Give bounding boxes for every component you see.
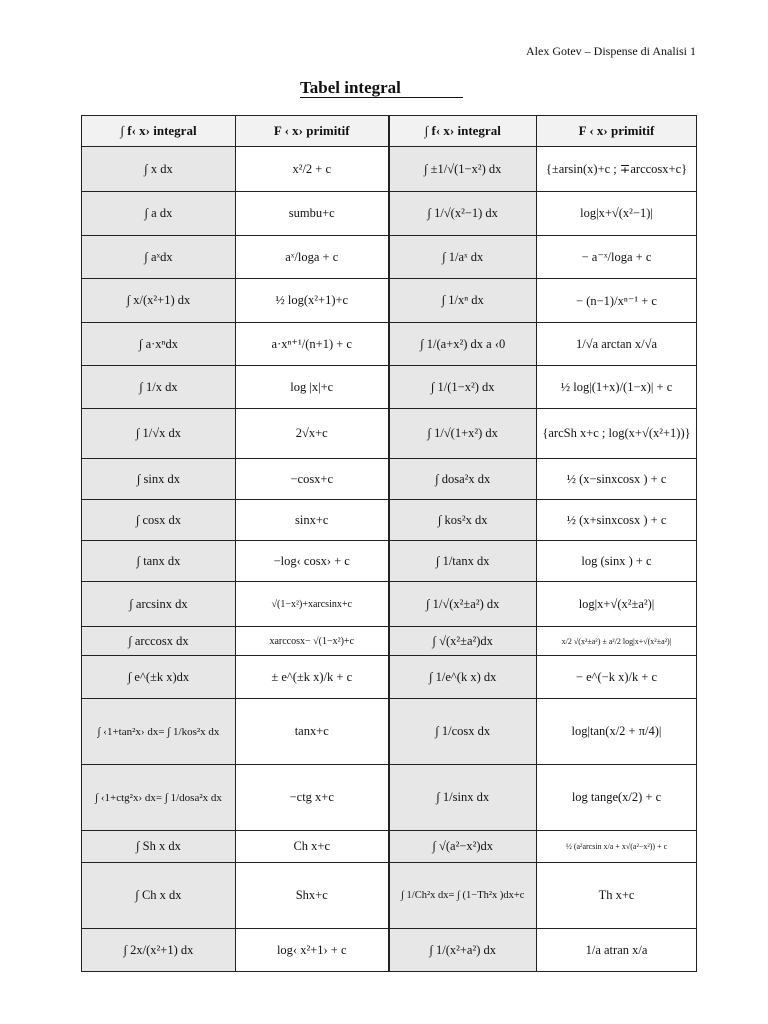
primitive-cell: 1/√a arctan x/√a: [537, 323, 697, 366]
integral-cell: ∫ aˣdx: [82, 236, 236, 279]
integral-cell: ∫ 1/√(x²±a²) dx: [389, 582, 537, 627]
table-row: [82, 541, 697, 582]
primitive-cell: − a⁻ˣ/loga + c: [537, 236, 697, 279]
integral-cell: ∫ a·xⁿdx: [82, 323, 236, 366]
integral-cell: ∫ 1/(x²+a²) dx: [389, 929, 537, 972]
table-row: [82, 656, 697, 699]
integral-cell: ∫ 1/cosx dx: [389, 699, 537, 765]
primitive-cell: Shx+c: [236, 863, 389, 929]
primitive-cell: ½ (x+sinxcosx ) + c: [537, 500, 697, 541]
primitive-cell: −cosx+c: [236, 459, 389, 500]
table-row: [82, 863, 697, 929]
integral-cell: ∫ 1/(a+x²) dx a ‹0: [389, 323, 537, 366]
header-integral-1: ∫ f‹ x› integral: [82, 116, 236, 147]
table-row: [82, 831, 697, 863]
integral-cell: ∫ 1/√(1+x²) dx: [389, 409, 537, 459]
integral-cell: ∫ arccosx dx: [82, 627, 236, 656]
primitive-cell: {±arsin(x)+c ; ∓arccosx+c}: [537, 147, 697, 192]
integral-cell: ∫ 2x/(x²+1) dx: [82, 929, 236, 972]
primitive-cell: {arcSh x+c ; log(x+√(x²+1))}: [537, 409, 697, 459]
primitive-cell: Th x+c: [537, 863, 697, 929]
table-header-row: [82, 116, 697, 147]
integral-cell: ∫ ±1/√(1−x²) dx: [389, 147, 537, 192]
integral-cell: ∫ 1/aˣ dx: [389, 236, 537, 279]
integral-cell: ∫ ‹1+tan²x› dx= ∫ 1/kos²x dx: [82, 699, 236, 765]
primitive-cell: ½ (x−sinxcosx ) + c: [537, 459, 697, 500]
table-row: [82, 459, 697, 500]
integral-cell: ∫ dosa²x dx: [389, 459, 537, 500]
table-row: [82, 147, 697, 192]
integral-cell: ∫ sinx dx: [82, 459, 236, 500]
table-row: [82, 323, 697, 366]
integral-cell: ∫ Ch x dx: [82, 863, 236, 929]
table-row: [82, 366, 697, 409]
integral-cell: ∫ 1/tanx dx: [389, 541, 537, 582]
primitive-cell: x²/2 + c: [236, 147, 389, 192]
primitive-cell: aˣ/loga + c: [236, 236, 389, 279]
integral-cell: ∫ a dx: [82, 192, 236, 236]
header-primitive-1: F ‹ x› primitif: [236, 116, 389, 147]
integral-cell: ∫ kos²x dx: [389, 500, 537, 541]
primitive-cell: sumbu+c: [236, 192, 389, 236]
table-row: [82, 582, 697, 627]
integral-cell: ∫ ‹1+ctg²x› dx= ∫ 1/dosa²x dx: [82, 765, 236, 831]
primitive-cell: ± e^(±k x)/k + c: [236, 656, 389, 699]
integral-cell: ∫ 1/xⁿ dx: [389, 279, 537, 323]
page-title: Tabel integral: [300, 78, 463, 98]
primitive-cell: xarccosx− √(1−x²)+c: [236, 627, 389, 656]
primitive-cell: Ch x+c: [236, 831, 389, 863]
primitive-cell: √(1−x²)+xarcsinx+c: [236, 582, 389, 627]
integral-cell: ∫ tanx dx: [82, 541, 236, 582]
integral-cell: ∫ e^(±k x)dx: [82, 656, 236, 699]
primitive-cell: − e^(−k x)/k + c: [537, 656, 697, 699]
primitive-cell: log tange(x/2) + c: [537, 765, 697, 831]
integral-cell: ∫ √(x²±a²)dx: [389, 627, 537, 656]
primitive-cell: − (n−1)/xⁿ⁻¹ + c: [537, 279, 697, 323]
integral-table: [81, 115, 697, 972]
table-row: [82, 929, 697, 972]
primitive-cell: −ctg x+c: [236, 765, 389, 831]
header-primitive-2: F ‹ x› primitif: [537, 116, 697, 147]
table-row: [82, 279, 697, 323]
table-row: [82, 236, 697, 279]
integral-cell: ∫ 1/x dx: [82, 366, 236, 409]
integral-cell: ∫ cosx dx: [82, 500, 236, 541]
primitive-cell: 1/a atran x/a: [537, 929, 697, 972]
integral-cell: ∫ 1/√(x²−1) dx: [389, 192, 537, 236]
integral-cell: ∫ arcsinx dx: [82, 582, 236, 627]
primitive-cell: −log‹ cosx› + c: [236, 541, 389, 582]
primitive-cell: ½ log(x²+1)+c: [236, 279, 389, 323]
integral-cell: ∫ √(a²−x²)dx: [389, 831, 537, 863]
primitive-cell: ½ (a²arcsin x/a + x√(a²−x²)) + c: [537, 831, 697, 863]
primitive-cell: x/2 √(x²±a²) ± a²/2 log|x+√(x²±a²)|: [537, 627, 697, 656]
integral-cell: ∫ x/(x²+1) dx: [82, 279, 236, 323]
integral-cell: ∫ Sh x dx: [82, 831, 236, 863]
primitive-cell: log (sinx ) + c: [537, 541, 697, 582]
primitive-cell: log‹ x²+1› + c: [236, 929, 389, 972]
integral-cell: ∫ 1/√x dx: [82, 409, 236, 459]
integral-cell: ∫ 1/Ch²x dx= ∫ (1−Th²x )dx+c: [389, 863, 537, 929]
integral-cell: ∫ 1/sinx dx: [389, 765, 537, 831]
table-row: [82, 765, 697, 831]
primitive-cell: log |x|+c: [236, 366, 389, 409]
primitive-cell: ½ log|(1+x)/(1−x)| + c: [537, 366, 697, 409]
integral-cell: ∫ x dx: [82, 147, 236, 192]
primitive-cell: log|x+√(x²±a²)|: [537, 582, 697, 627]
primitive-cell: log|x+√(x²−1)|: [537, 192, 697, 236]
table-row: [82, 192, 697, 236]
primitive-cell: log|tan(x/2 + π/4)|: [537, 699, 697, 765]
table-row: [82, 627, 697, 656]
table-row: [82, 409, 697, 459]
primitive-cell: tanx+c: [236, 699, 389, 765]
integral-cell: ∫ 1/(1−x²) dx: [389, 366, 537, 409]
page-header: Alex Gotev – Dispense di Analisi 1: [526, 44, 696, 58]
table-row: [82, 699, 697, 765]
table-row: [82, 500, 697, 541]
header-integral-2: ∫ f‹ x› integral: [389, 116, 537, 147]
primitive-cell: sinx+c: [236, 500, 389, 541]
integral-cell: ∫ 1/e^(k x) dx: [389, 656, 537, 699]
primitive-cell: 2√x+c: [236, 409, 389, 459]
primitive-cell: a·xⁿ⁺¹/(n+1) + c: [236, 323, 389, 366]
